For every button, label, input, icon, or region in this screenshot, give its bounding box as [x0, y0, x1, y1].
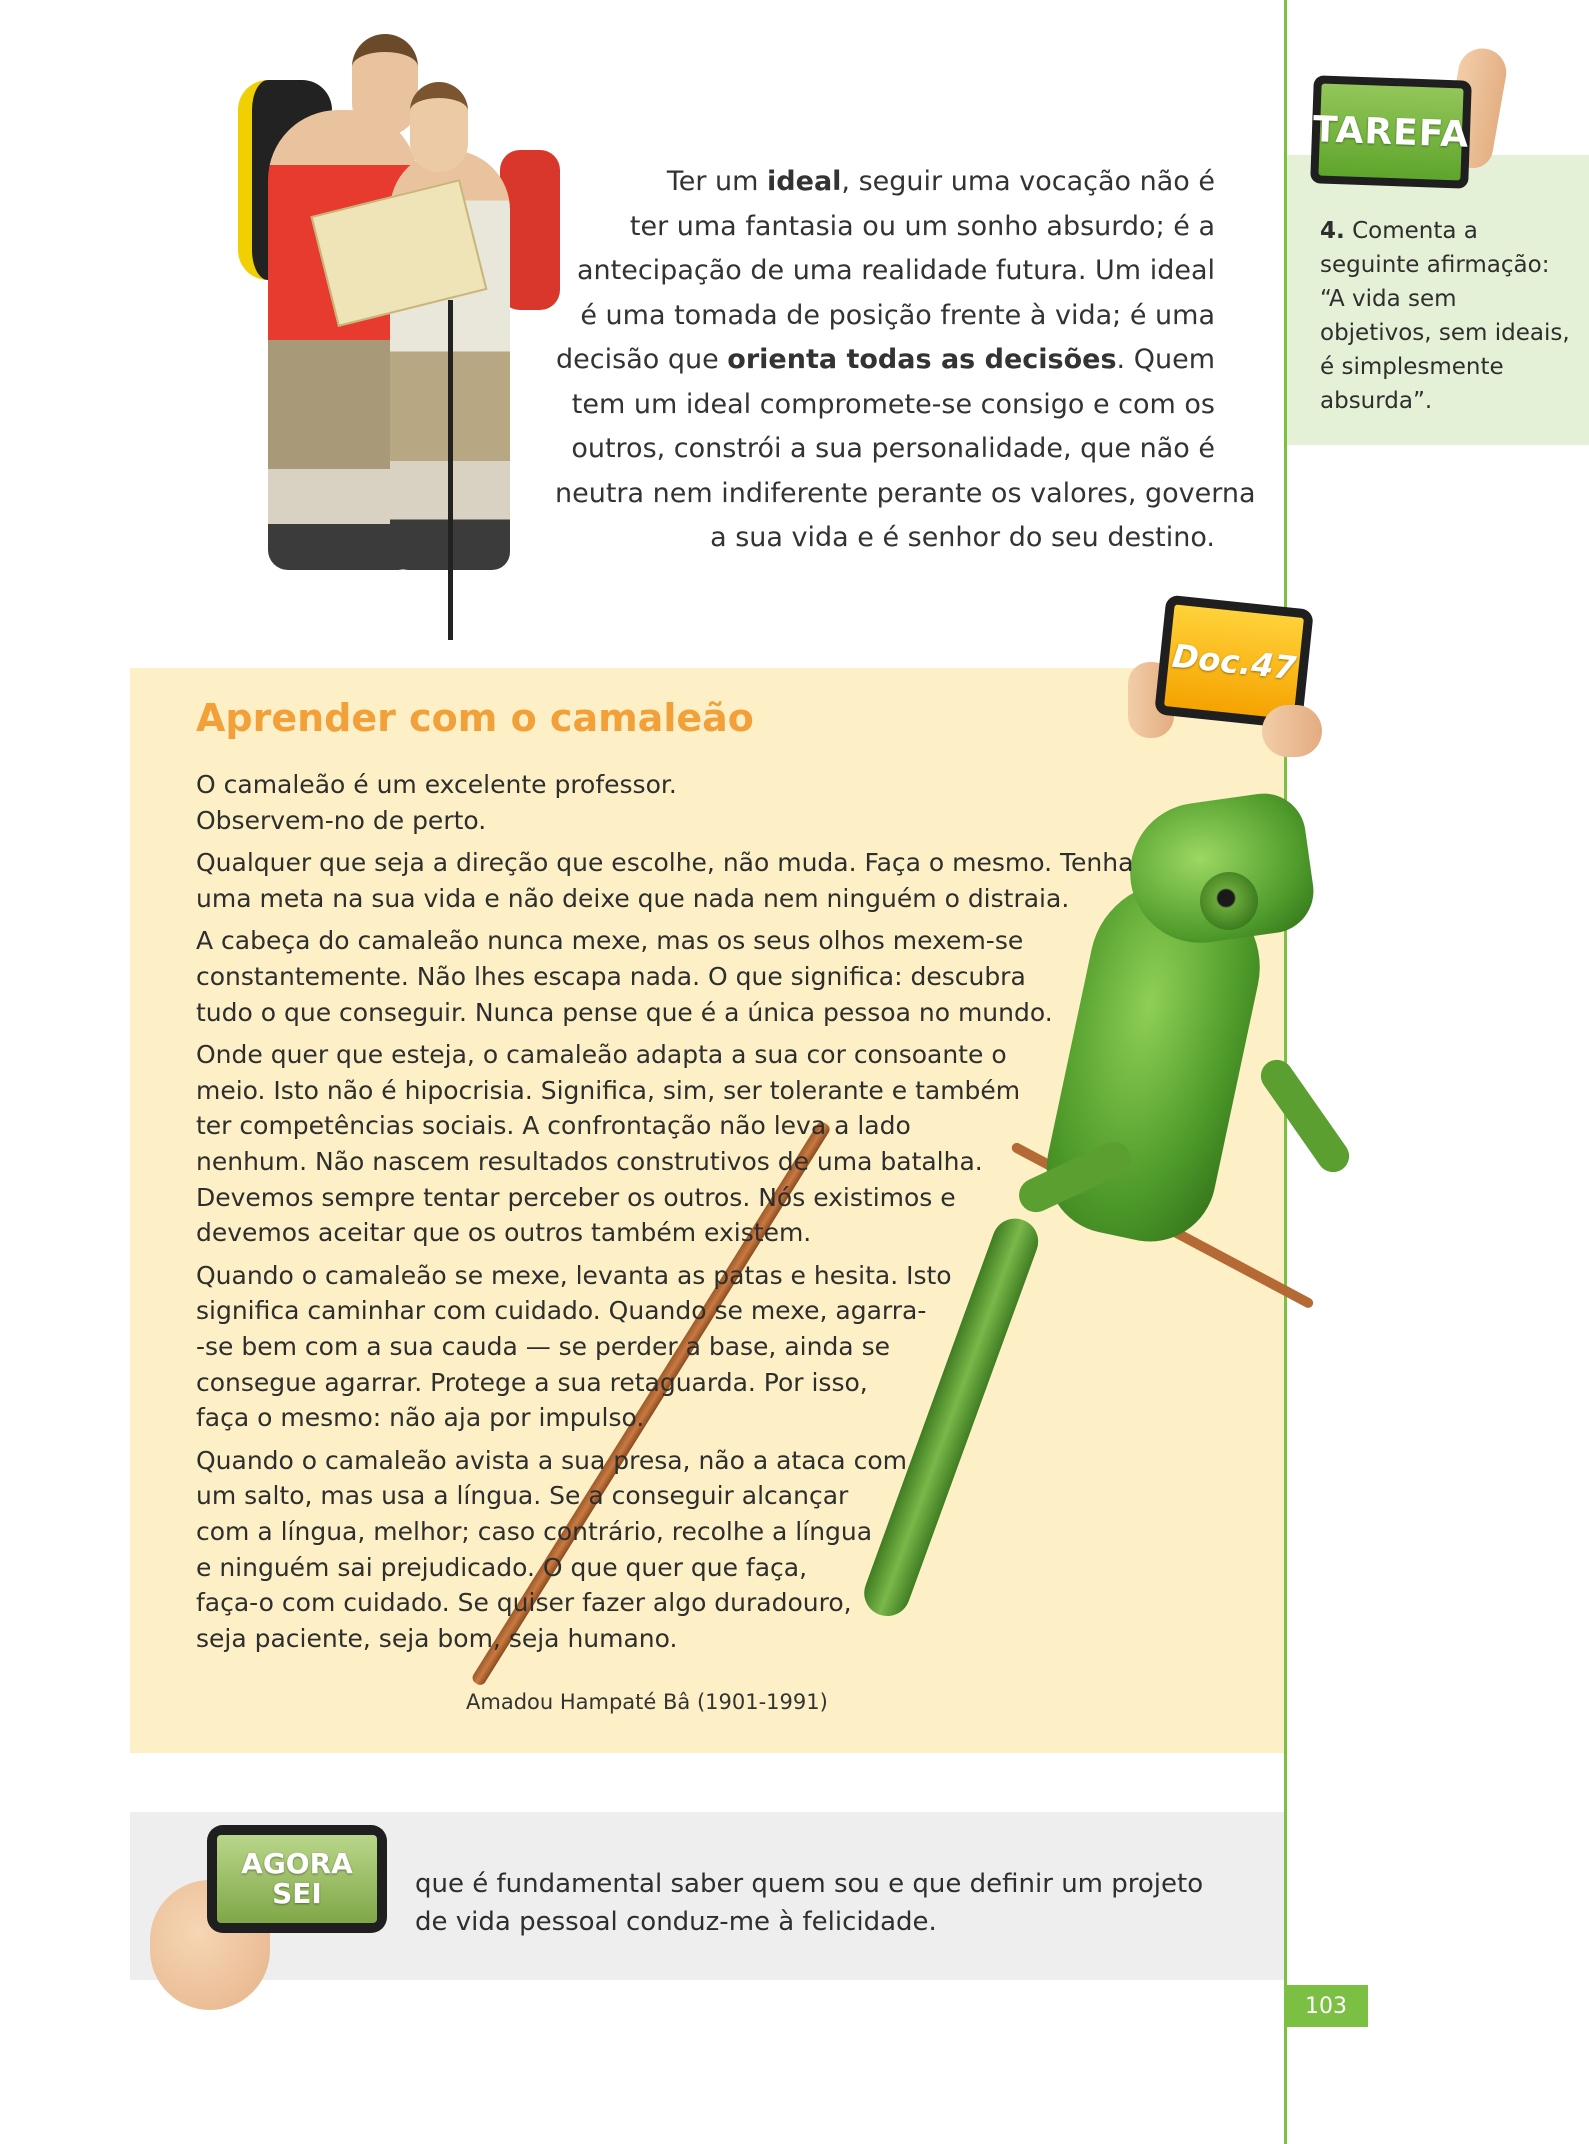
tarefa-line: seguinte afirmação:: [1320, 252, 1550, 278]
intro-text: outros, constrói a sua personalidade, que não é: [571, 433, 1215, 464]
document-line: devemos aceitar que os outros também existem.: [196, 1218, 812, 1248]
document-line: constantemente. Não lhes escapa nada. O que significa: descubra: [196, 962, 1026, 991]
agora-sei-badge: [207, 1825, 387, 1933]
intro-line: [555, 472, 1256, 517]
document-line: O camaleão é um excelente professor.: [196, 770, 677, 799]
document-line: e ninguém sai prejudicado. O que quer que faça,: [196, 1552, 808, 1582]
trekking-pole: [448, 300, 453, 640]
document-line: significa caminhar com cuidado. Quando se mexe, agarra-: [196, 1296, 927, 1326]
document-line: Onde quer que esteja, o camaleão adapta a sua cor consoante o: [196, 1040, 1007, 1070]
document-line: faça-o com cuidado. Se quiser fazer algo duradouro,: [196, 1588, 852, 1618]
tarefa-line: é simplesmente: [1320, 354, 1504, 380]
document-line: seja paciente, seja bom, seja humano.: [196, 1623, 678, 1653]
page-number: 103: [1284, 1985, 1368, 2027]
document-line: Quando o camaleão se mexe, levanta as patas e hesita. Isto: [196, 1260, 952, 1290]
intro-line: [555, 427, 1215, 472]
intro-emphasis: ideal: [767, 166, 842, 197]
intro-text: decisão que: [556, 344, 728, 375]
document-line: nenhum. Não nascem resultados construtivos de uma batalha.: [196, 1147, 983, 1176]
document-line: ter competências sociais. A confrontação não leva a lado: [196, 1111, 911, 1141]
intro-text: . Quem: [1116, 344, 1215, 375]
intro-text: Ter um: [666, 166, 768, 197]
document-line: com a língua, melhor; caso contrário, recolhe a língua: [196, 1517, 873, 1546]
chameleon-eye: [1200, 872, 1258, 930]
tarefa-question: [1320, 214, 1578, 418]
document-title: Aprender com o camaleão: [196, 696, 754, 740]
hiker-head: [352, 34, 418, 136]
agora-badge-line: AGORA: [241, 1847, 353, 1880]
document-line: uma meta na sua vida e não deixe que nada nem ninguém o distraia.: [196, 883, 1070, 913]
agora-badge-line: SEI: [272, 1877, 322, 1910]
hiker-head: [410, 82, 468, 172]
intro-line: [555, 383, 1215, 428]
intro-text: neutra nem indiferente perante os valores, governa: [555, 477, 1256, 509]
tarefa-number: 4.: [1320, 218, 1345, 244]
document-line: A cabeça do camaleão nunca mexe, mas os seus olhos mexem-se: [196, 926, 1024, 956]
document-line: Observem-no de perto.: [196, 805, 487, 835]
intro-line: [555, 205, 1215, 250]
document-line: Devemos sempre tentar perceber os outros. Nós existimos e: [196, 1182, 956, 1212]
tarefa-line: objetivos, sem ideais,: [1320, 320, 1570, 346]
intro-line: [555, 249, 1215, 294]
agora-sei-badge-label: [217, 1835, 377, 1923]
tarefa-badge-label: TAREFA: [1318, 84, 1463, 181]
intro-text: antecipação de uma realidade futura. Um ideal: [576, 255, 1215, 286]
tarefa-badge: [1310, 75, 1472, 188]
intro-line: [555, 516, 1215, 561]
intro-line: [555, 294, 1215, 339]
document-line: Qualquer que seja a direção que escolhe, não muda. Faça o mesmo. Tenha: [196, 848, 1134, 878]
document-line: Quando o camaleão avista a sua presa, não a ataca com: [196, 1445, 907, 1475]
intro-text: ter uma fantasia ou um sonho absurdo; é a: [629, 210, 1215, 242]
tarefa-line: “A vida sem: [1320, 286, 1457, 312]
document-line: -se bem com a sua cauda — se perder a base, ainda se: [196, 1332, 890, 1361]
intro-line: [555, 160, 1215, 205]
intro-text: a sua vida e é senhor do seu destino.: [710, 522, 1215, 553]
document-line: meio. Isto não é hipocrisia. Significa, sim, ser tolerante e também: [196, 1075, 1021, 1105]
document-author: Amadou Hampaté Bâ (1901-1991): [466, 1690, 828, 1714]
document-line: consegue agarrar. Protege a sua retaguarda. Por isso,: [196, 1367, 868, 1397]
document-line: tudo o que conseguir. Nunca pense que é a única pessoa no mundo.: [196, 997, 1053, 1027]
agora-sei-text: que é fundamental saber quem sou e que definir um projeto de vida pessoal conduz-me à felicidade.: [415, 1869, 1204, 1937]
hand-icon: [1262, 705, 1322, 757]
tarefa-line: Comenta a: [1352, 218, 1478, 244]
intro-text: tem um ideal compromete-se consigo e com os: [571, 388, 1215, 420]
intro-emphasis: orienta todas as decisões: [727, 344, 1117, 375]
intro-text: é uma tomada de posição frente à vida; é uma: [580, 299, 1215, 331]
intro-text: , seguir uma vocação não é: [841, 166, 1215, 197]
tarefa-line: absurda”.: [1320, 388, 1433, 414]
intro-paragraph: [555, 160, 1256, 561]
document-line: faça o mesmo: não aja por impulso.: [196, 1403, 645, 1433]
intro-line: [555, 338, 1215, 383]
doc-badge-label: Doc.47: [1164, 604, 1304, 719]
document-line: um salto, mas usa a língua. Se a conseguir alcançar: [196, 1481, 849, 1511]
